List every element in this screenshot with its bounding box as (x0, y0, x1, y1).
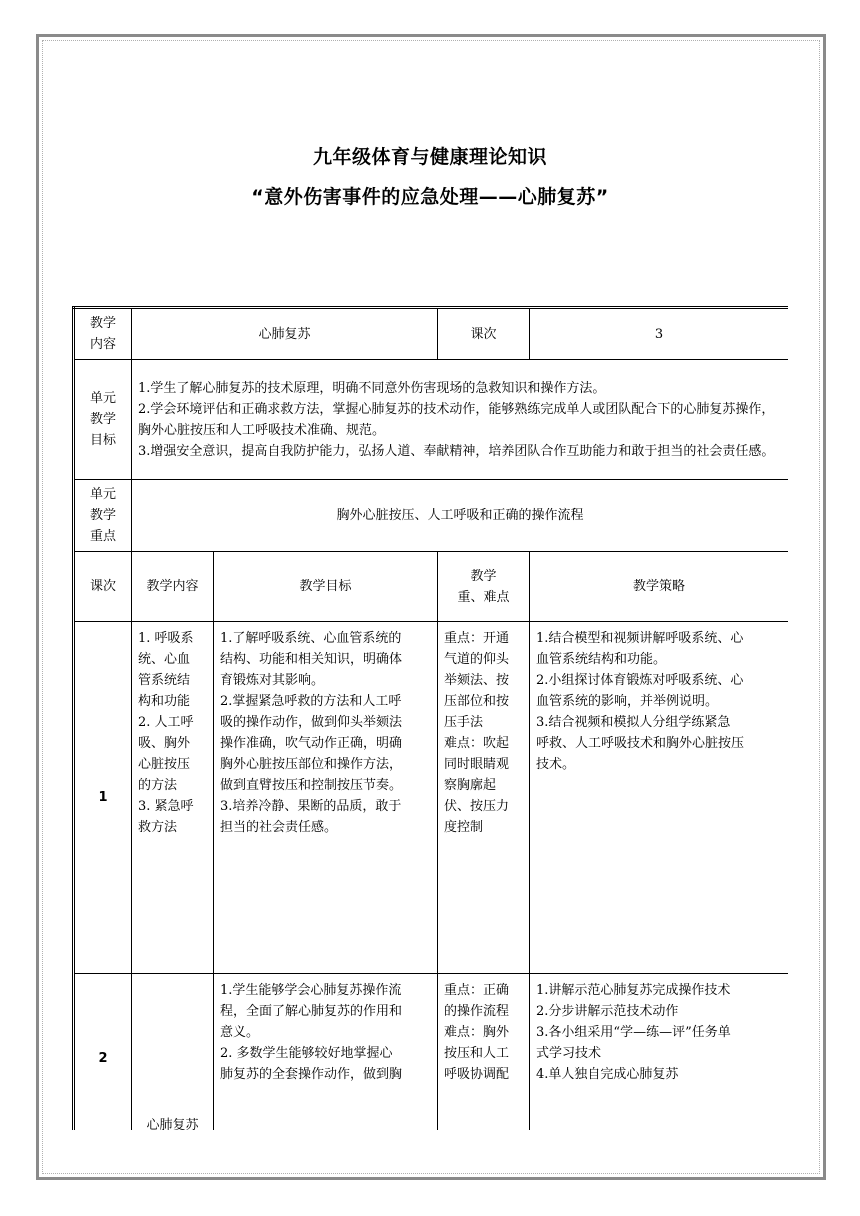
document-title: 九年级体育与健康理论知识 (312, 146, 547, 168)
label-unit-focus: 单元 教学 重点 (74, 480, 132, 552)
lesson-content-cell: 心肺复苏 (132, 974, 214, 1131)
row-content-session (74, 308, 789, 360)
lesson-strategy-cell: 1.讲解示范心肺复苏完成操作技术 2.分步讲解示范技术动作 3.各小组采用“学—练—评”任务单 式学习技术 4.单人独自完成心肺复苏 (530, 974, 788, 1131)
col-header-lesson: 课次 (74, 552, 132, 622)
col-header-strategy: 教学策略 (530, 552, 788, 622)
row-unit-focus (74, 480, 789, 552)
goal-item: 3.增强安全意识，提高自我防护能力，弘扬人道、奉献精神，培养团队合作互助能力和敢于担当的社会责任感。 (138, 443, 775, 459)
column-header-row (74, 552, 789, 622)
lesson-number: 2 (74, 974, 132, 1131)
col-header-keypoints: 教学 重、难点 (438, 552, 530, 622)
goal-item: 1.学生了解心肺复苏的技术原理，明确不同意外伤害现场的急救知识和操作方法。 (138, 380, 606, 396)
lesson-content-cell: 1. 呼吸系 统、心血 管系统结 构和功能 2. 人工呼 吸、胸外 心脏按压 的方法 3. 紧急呼 救方法 (132, 622, 214, 974)
teaching-content-value: 心肺复苏 (132, 308, 438, 360)
col-header-content: 教学内容 (132, 552, 214, 622)
row-unit-goals (74, 360, 789, 480)
session-value: 3 (530, 308, 788, 360)
label-session: 课次 (438, 308, 530, 360)
label-teaching-content: 教学 内容 (74, 308, 132, 360)
lesson-keypoints-cell: 重点：开通 气道的仰头 举颏法、按 压部位和按 压手法 难点：吹起 同时眼睛观 察胸廓起 伏、按压力 度控制 (438, 622, 530, 974)
lesson-plan-table (72, 306, 788, 1130)
unit-goals-text (132, 360, 789, 480)
lesson-number: 1 (74, 622, 132, 974)
lesson-objectives-cell: 1.了解呼吸系统、心血管系统的 结构、功能和相关知识，明确体 育锻炼对其影响。 2.掌握紧急呼救的方法和人工呼 吸的操作动作，做到仰头举颏法 操作准确，吹气动作正确，明确 胸外心脏按压部位和操作方法， 做到直臂按压和控制按压节奏。 3.培养冷静、果断的品质，敢于 担当的社会责任感。 (214, 622, 438, 974)
lesson-objectives-cell: 1.学生能够学会心肺复苏操作流 程，全面了解心肺复苏的作用和 意义。 2. 多数学生能够较好地掌握心 肺复苏的全套操作动作，做到胸 (214, 974, 438, 1131)
col-header-objectives: 教学目标 (214, 552, 438, 622)
document-subtitle: “意外伤害事件的应急处理——心肺复苏” (251, 186, 609, 208)
goal-item: 2.学会环境评估和正确求救方法，掌握心肺复苏的技术动作，能够熟练完成单人或团队配合下的心肺复苏操作，胸外心脏按压和人工呼吸技术准确、规范。 (138, 401, 775, 438)
lesson-plan-sheet (72, 306, 788, 1130)
lesson-strategy-cell: 1.结合模型和视频讲解呼吸系统、心 血管系统结构和功能。 2.小组探讨体育锻炼对呼吸系统、心 血管系统的影响，并举例说明。 3.结合视频和模拟人分组学练紧急 呼救、人工呼吸技术和胸外心脏按压 技术。 (530, 622, 788, 974)
unit-focus-text: 胸外心脏按压、人工呼吸和正确的操作流程 (132, 480, 789, 552)
table-row (74, 622, 789, 974)
table-row (74, 974, 789, 1131)
lesson-keypoints-cell: 重点：正确 的操作流程 难点：胸外 按压和人工 呼吸协调配 (438, 974, 530, 1131)
label-unit-goals: 单元 教学 目标 (74, 360, 132, 480)
